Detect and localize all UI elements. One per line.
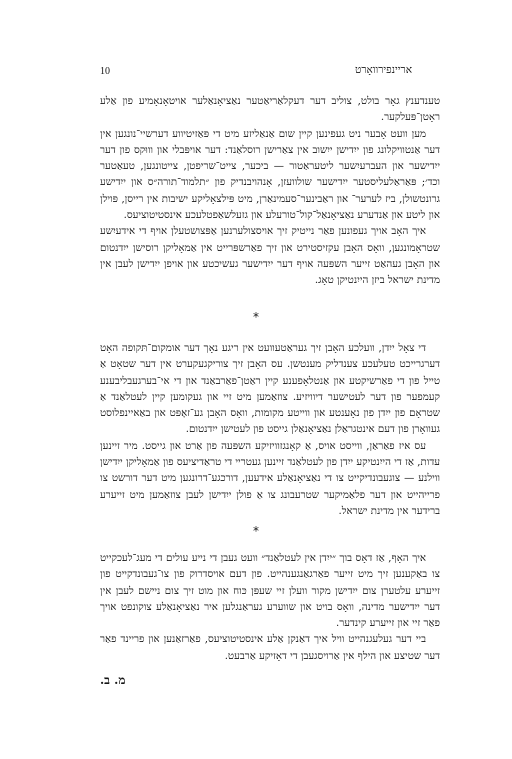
paragraph: עס איז פאַראַן, ווייסט אויס, אַ קאָנגזוויזיקע השפּעה פון אַרט און גייסט. מיר זיינען עדות, אַז די הייִנטיקע ייִדן פון לעטלאַנד זיינען געטריי די טראַדיציעס פון אַמאָליקן ייִדישן ווילנע — צוגעבונדיקייט צו די נאַציאָנאַלע אידעען, דורכגע־דרונגען מיט דער דורשט צו פרייהייט און דער פלאַמיקער שטרעבונג צו אַ פולן ייִדישן לעבן צוזאַמען מיט זייערע ברידער אין מדינת ישראל. — [100, 440, 440, 517]
paragraph: טענדענץ גאָר בולט, צוליב דער דעקלאַריאַטער נאַציאָנאַלער אויטאָנאָמיע פון אַלע ראָטן־פּעלקער. — [100, 96, 440, 124]
paragraph: איך האָף, אַז דאָס בוך ״ייִדן אין לעטלאַנד״ וועט געבן די נייע עולים די מעג־לעכקייט צו באַקענען זיך מיט זייער פאַרגאַנגענהייט. פון דעם אויסדרוק פון צו־געבונדקייט פון זייערע עלטערן צום ייִדישן מקור וועלן זיי שעפּן כּוח און מוט זיך צום ניישם לעבן אין דער ייִדישער מדינה, וואָס בויט און שווערע געראַנגלען איר נאַציאָנאַלע צוקונפט אויך פאַר זיי און זייערע קינדער. — [100, 553, 440, 630]
paragraph: ביי דער געלעגנהייט וויל איך דאַנקן אַלע אינסטיטוציעס, פאַרזאַנען און פריינד פאַר דער שטיצע און הילף אין אַרויסגעבן די דאָזיקע אַרבעט. — [100, 634, 440, 662]
section-closing — [100, 551, 440, 665]
running-title: אריינפירוואָרט — [355, 64, 412, 76]
section-riga — [100, 341, 440, 520]
section-intro — [100, 94, 440, 290]
paragraph: די צאָל ייִדן, וועלכע האָבן זיך געראַטעוועט אין ריגע נאָך דער אומקום־תּקופה האָט דערגרייכט טעלעכע צענדליק מענטשן. עס האָבן זיך צוריקגעקערט אין דער שטאָט אַ טייל פון די פאַרשיקטע און אַנטלאָפענע קיין ראַטן־פאַרבאַנד און די אי־בערגעבליבענע קעמפער פון דער לעטישער דיוויזיע. צוזאַמען מיט זיי און געקומען קיין לעטלאַנד אַ שטראָם פון ייִדן פון נאָענטע און ווייטע מקומות, וואָס האָבן גע־זאָפּט און באַאיינפלוסט געוואָרן פון דעם אינטגראַלן נאַציאָנאַלן גייסט פון לעטישן ייִדנטום. — [100, 343, 440, 436]
section-separator: * — [253, 524, 259, 538]
section-separator: * — [253, 310, 259, 324]
paragraph: מען וועט אָבער ניט געפינען קיין שום אַנאַליזע מיט די פּאַזיטיווע דערשיי־נונגען אין דער אַנטוויקלונג פון ייִדישן ייִשוב אין צאַרישן רוסלאַנד: דער אויפּבלי און וווּקס פון דער ייִדישער און העברעיִשער ליטעראַטור — ביכער, צייט־שריפטן, צייטונגען, טעאַטער וכד׳; פּאַראַלעליסטער ייִדישער שולוועזן, אָנהויבנדיק פון ״תלמוד־תורה״ס און ייִדישע גרונטשולן, ביז לערער־ און ראַבינער־סעמינאַרן, מיט פּילצאָליקע ישיבות אין רייסן, פּוילן און ליטע און אַנדערע נאַציאָנאַל־קול־טורעלע און גזעלשאַפטלעכע אינסטיטוציעס. — [100, 128, 440, 222]
author-signature: מ. ב. — [100, 673, 126, 687]
paragraph: איך האָב אויך געפונען פאַר נייטיק זיך אויסצולערנען אַפּצושטעלן אויף די אידעיִשע שטראָמונגען, וואָס האָבן עקזיסטירט און זיך פאַרשפּרייט אין אַמאָליקן רוסישן ייִדנטום און האָבן געהאַט זייער השפּעה אויף דער ייִדישער געשיכטע און אויפן ייִדישן לעבן אין מדינת ישראל ביזן הייִנטיקן טאָג. — [100, 226, 440, 287]
page-number: 10 — [100, 66, 110, 77]
